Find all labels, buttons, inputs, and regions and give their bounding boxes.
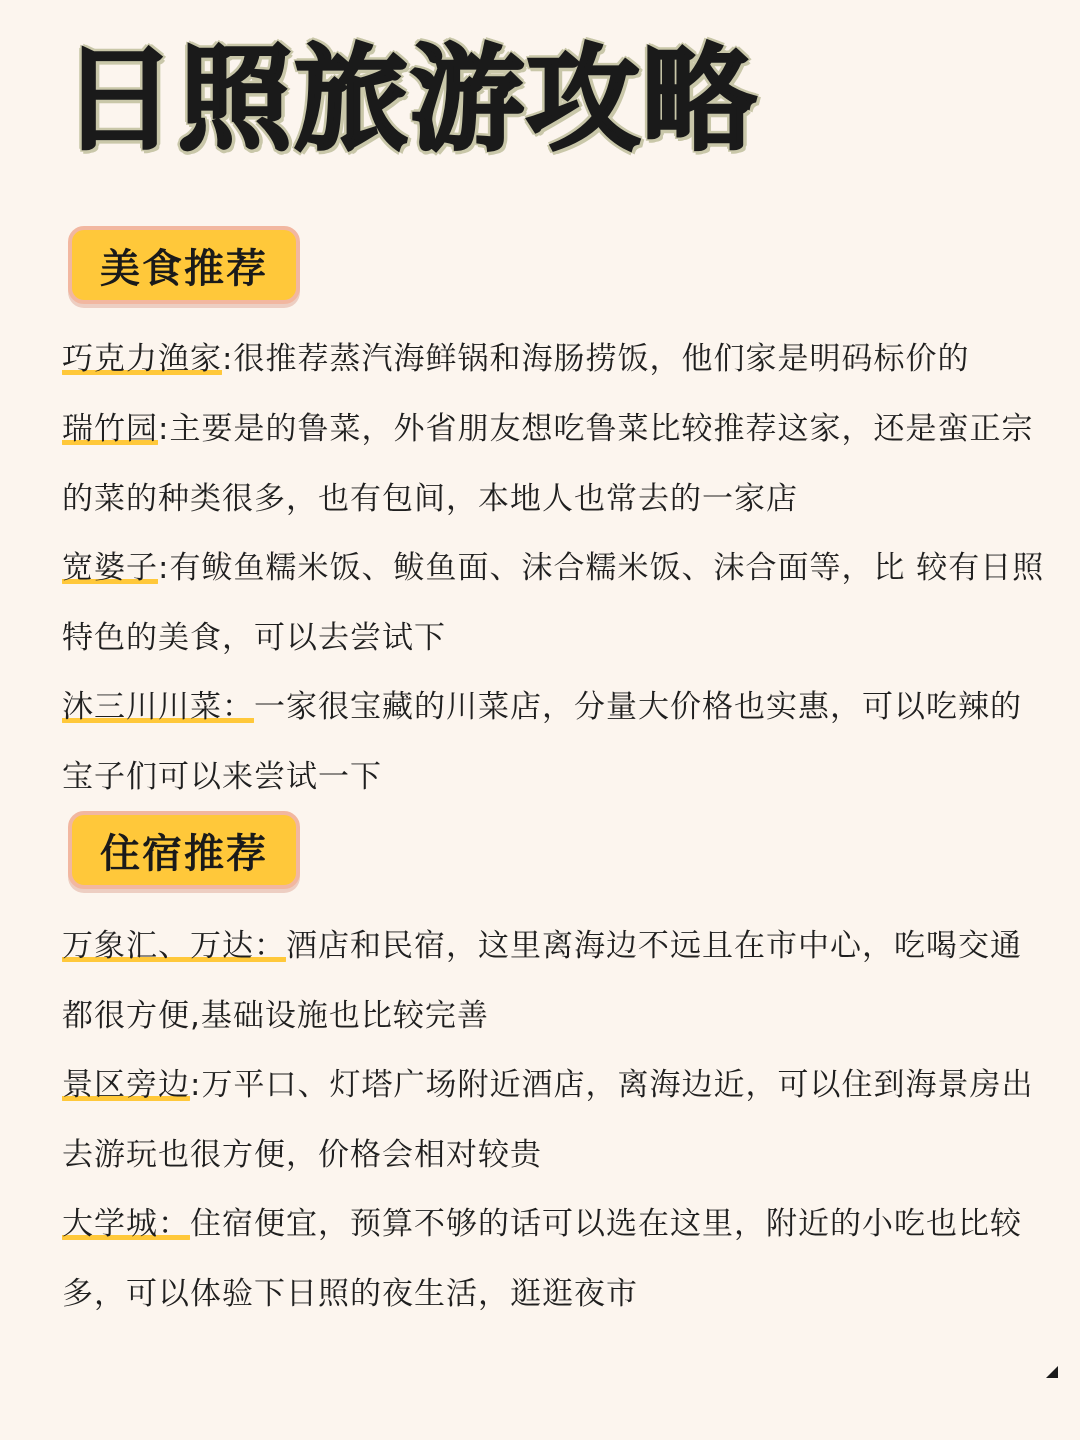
stay-item-name: 大学城：: [62, 1206, 190, 1242]
food-item-3: [62, 533, 1052, 673]
food-section-heading: 美食推荐: [100, 245, 268, 292]
stay-item-name: 景区旁边: [62, 1067, 190, 1103]
food-section-badge: [68, 226, 300, 304]
page-title: 日照旅游攻略: [62, 33, 759, 166]
stay-item-1: [62, 911, 1052, 1051]
stay-item-3: [62, 1189, 1052, 1329]
food-item-name: 宽婆子: [62, 550, 158, 586]
stay-section-badge: [68, 811, 300, 889]
food-item-text: 一家很宝藏的川菜店，分量大价格也实惠，可以吃辣的宝子们可以来尝试一下: [62, 689, 1022, 795]
food-item-text: :主要是的鲁菜，外省朋友想吃鲁菜比较推荐这家，还是蛮正宗的菜的种类很多，也有包间，本地人也常去的一家店: [62, 411, 1034, 517]
stay-item-text: 酒店和民宿，这里离海边不远且在市中心，吃喝交通都很方便,基础设施也比较完善: [62, 928, 1022, 1034]
food-item-name: 沐三川川菜：: [62, 689, 254, 725]
food-item-text: :很推荐蒸汽海鲜锅和海肠捞饭，他们家是明码标价的: [222, 341, 970, 377]
food-item-4: [62, 672, 1052, 812]
stay-item-2: [62, 1050, 1052, 1190]
stay-item-text: :万平口、灯塔广场附近酒店，离海边近，可以住到海景房出去游玩也很方便，价格会相对较贵: [62, 1067, 1034, 1173]
stay-item-text: 住宿便宜，预算不够的话可以选在这里，附近的小吃也比较多，可以体验下日照的夜生活，逛逛夜市: [62, 1206, 1022, 1312]
stay-section-heading: 住宿推荐: [100, 830, 268, 877]
stay-item-name: 万象汇、万达：: [62, 928, 286, 964]
food-item-name: 巧克力渔家: [62, 341, 222, 377]
triangle-corner-icon: [1046, 1366, 1058, 1378]
food-item-text: :有鲅鱼糯米饭、鲅鱼面、沫合糯米饭、沫合面等，比 较有日照特色的美食，可以去尝试下: [62, 550, 1045, 656]
food-item-1: [62, 324, 1052, 394]
food-item-2: [62, 394, 1052, 534]
food-item-name: 瑞竹园: [62, 411, 158, 447]
